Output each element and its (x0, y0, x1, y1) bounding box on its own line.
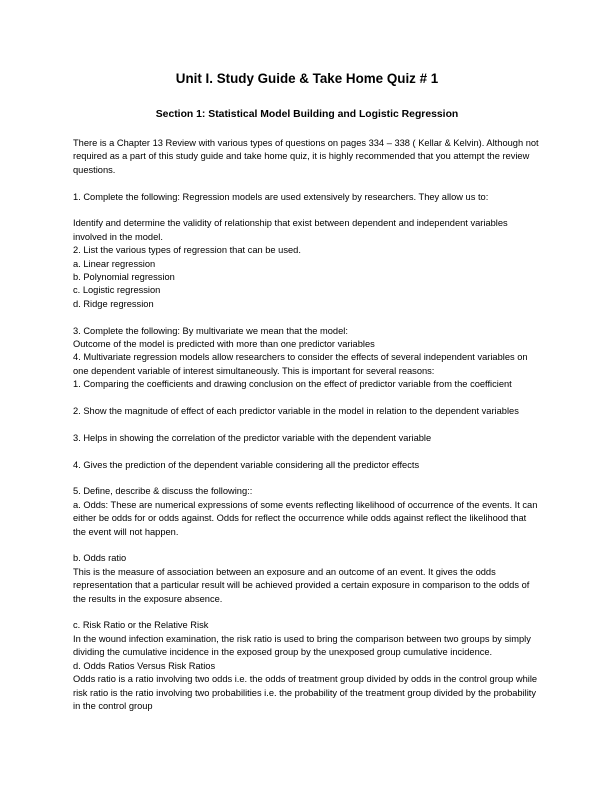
risk-ratio-heading: c. Risk Ratio or the Relative Risk (73, 620, 209, 631)
question-2: 2. List the various types of regression that can be used. (73, 245, 301, 256)
odds-ratio-text: This is the measure of association between an exposure and an outcome of an event. It gives the odds representation that a particular result will be achieved provided a certain exposure in comparison to the odds of the results in the exposure absence. (73, 566, 530, 604)
question-5: 5. Define, describe & discuss the following:: (73, 486, 253, 497)
odds-vs-risk-heading: d. Odds Ratios Versus Risk Ratios (73, 660, 216, 671)
reason-1: 1. Comparing the coefficients and drawing conclusion on the effect of predictor variable from the coefficient (73, 379, 512, 390)
question-3: 3. Complete the following: By multivariate we mean that the model: (73, 325, 348, 336)
list-item: a. Linear regression (73, 258, 156, 269)
list-item: b. Polynomial regression (73, 272, 175, 283)
odds-ratio-heading: b. Odds ratio (73, 553, 127, 564)
risk-ratio-text: In the wound infection examination, the risk ratio is used to bring the comparison between two groups by simply dividing the cumulative incidence in the exposed group by the unexposed group cumulative incidence. (73, 633, 531, 658)
page-title: Unit I. Study Guide & Take Home Quiz # 1 (175, 71, 439, 86)
intro-paragraph: There is a Chapter 13 Review with various types of questions on pages 334 – 338 ( Kellar & Kelvin). Although not required as a part of this study guide and take home quiz, it is highly recommended that you attempt the review questions. (73, 138, 539, 175)
reason-4: 4. Gives the prediction of the dependent variable considering all the predictor effects (73, 459, 420, 470)
list-item: c. Logistic regression (73, 285, 161, 296)
reason-2: 2. Show the magnitude of effect of each predictor variable in the model in relation to the dependent variables (73, 406, 519, 417)
answer-1: Identify and determine the validity of relationship that exist between dependent and independent variables involved in the model. (73, 218, 508, 242)
list-item: d. Ridge regression (73, 298, 154, 309)
document-body (73, 70, 541, 713)
question-4: 4. Multivariate regression models allow researchers to consider the effects of several independent variables on one dependent variable of interest simultaneously. This is important for several reasons: (73, 352, 528, 376)
section-heading: Section 1: Statistical Model Building and Logistic Regression (155, 109, 459, 120)
answer-3: Outcome of the model is predicted with more than one predictor variables (73, 339, 375, 350)
odds-vs-risk-text: Odds ratio is a ratio involving two odds i.e. the odds of treatment group divided by odds in the control group while risk ratio is the ratio involving two probabilities i.e. the probability of the treatment group divided by the probability in the control group (73, 674, 538, 711)
reason-3: 3. Helps in showing the correlation of the predictor variable with the dependent variable (73, 432, 432, 443)
question-1: 1. Complete the following: Regression models are used extensively by researchers. They allow us to: (73, 191, 489, 202)
odds-definition: a. Odds: These are numerical expressions of some events reflecting likelihood of occurrence of the events. It can either be odds for or odds against. Odds for reflect the occurrence while odds against reflect the likelihood that the event will not happen. (73, 499, 538, 537)
